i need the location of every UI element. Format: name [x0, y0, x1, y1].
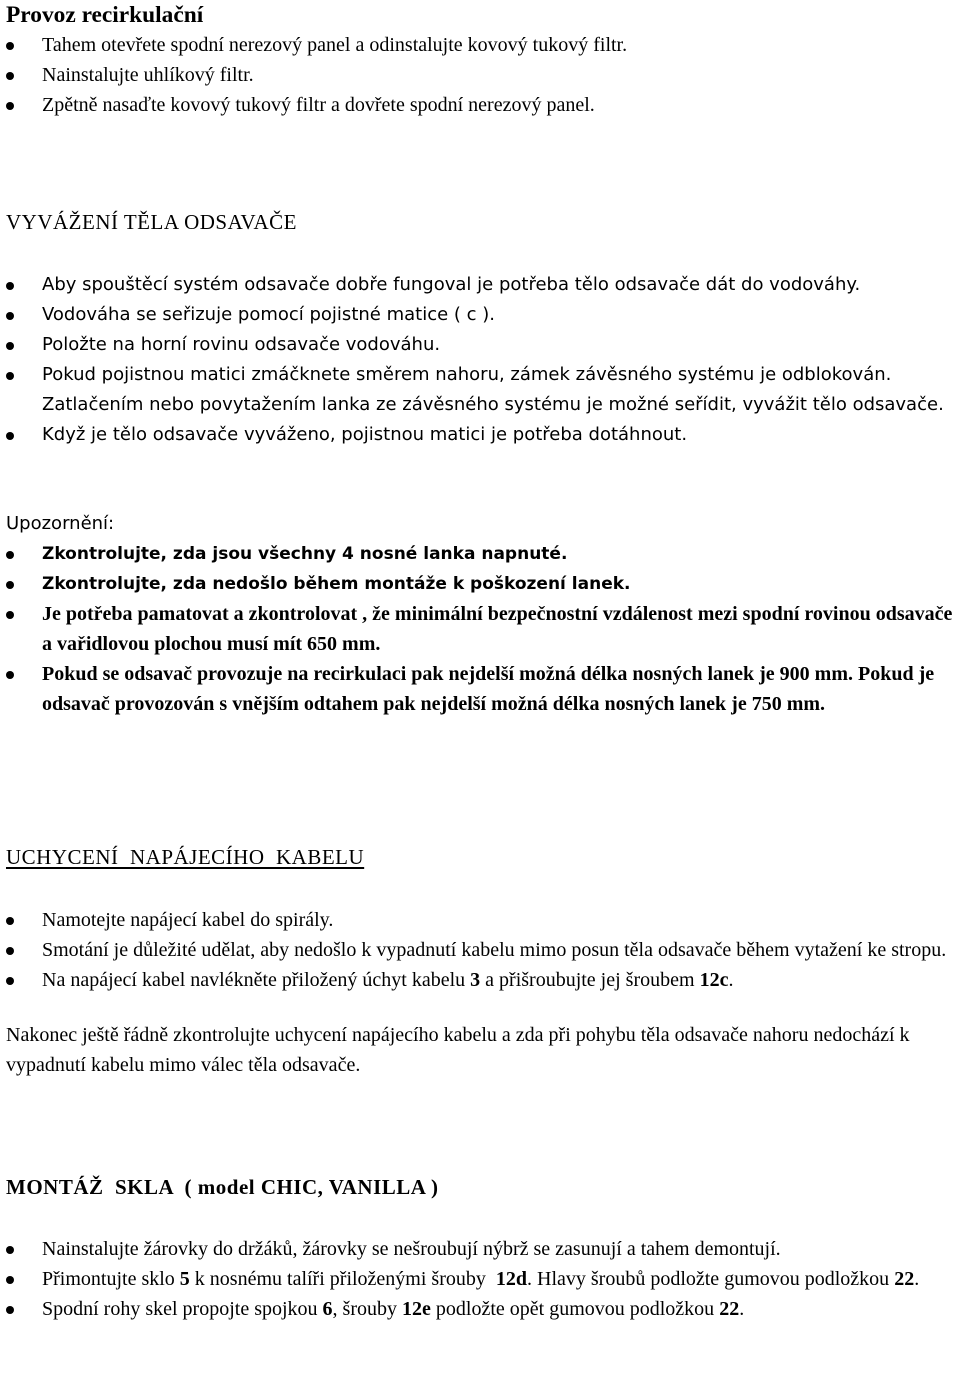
- list-item: Aby spouštěcí systém odsavače dobře fungoval je potřeba tělo odsavače dát do vodováhy.: [6, 270, 956, 300]
- list-item: Zpětně nasaďte kovový tukový filtr a dovřete spodní nerezový panel.: [6, 90, 956, 120]
- part-number: 5: [179, 1268, 190, 1290]
- part-number: 12d: [495, 1268, 527, 1290]
- list-item: [6, 965, 956, 995]
- text: podložte opět gumovou podložkou: [430, 1298, 720, 1320]
- part-number: 12c: [699, 969, 729, 991]
- list-item: Smotání je důležité udělat, aby nedošlo k vypadnutí kabelu mimo posun těla odsavače během vytažení ke stropu.: [6, 935, 956, 965]
- list-item: [6, 1294, 956, 1324]
- recirculation-heading: Provoz recirkulační: [6, 2, 204, 28]
- list-item: Vodováha se seřizuje pomocí pojistné matice ( c ).: [6, 300, 956, 330]
- power-cable-heading: UCHYCENÍ NAPÁJECÍHO KABELU: [6, 845, 365, 869]
- text: Přimontujte sklo: [42, 1268, 180, 1290]
- part-number: 12e: [402, 1298, 431, 1320]
- recirculation-list: [6, 30, 956, 120]
- list-item: Nainstalujte žárovky do držáků, žárovky se nešroubují nýbrž se zasunují a tahem demontují.: [6, 1234, 956, 1264]
- list-item: Namotejte napájecí kabel do spirály.: [6, 905, 956, 935]
- cable-check-paragraph: Nakonec ještě řádně zkontrolujte uchycení napájecího kabelu a zda při pohybu těla odsavače nahoru nedochází k vypadnutí kabelu mimo válec těla odsavače.: [6, 1024, 910, 1076]
- power-cable-list: [6, 905, 956, 995]
- section-power-cable: [6, 842, 956, 1080]
- text: k nosnému talíři přiloženými šrouby: [189, 1268, 496, 1290]
- text: .: [728, 969, 734, 991]
- list-item: [6, 1264, 956, 1294]
- list-item: Pokud se odsavač provozuje na recirkulaci pak nejdelší možná délka nosných lanek je 900 mm. Pokud je odsavač provozován s vnějším odtahem pak nejdelší možná délka nosných lanek je 750 mm.: [6, 659, 956, 719]
- section-balancing: [6, 207, 956, 450]
- balancing-heading: VYVÁŽENÍ TĚLA ODSAVAČE: [6, 210, 298, 234]
- list-item: Tahem otevřete spodní nerezový panel a odinstalujte kovový tukový filtr.: [6, 30, 956, 60]
- glass-mounting-heading: MONTÁŽ SKLA ( model CHIC, VANILLA ): [6, 1175, 439, 1199]
- list-item: Položte na horní rovinu odsavače vodováhu.: [6, 330, 956, 360]
- part-number: 22: [719, 1298, 740, 1320]
- glass-mounting-list: [6, 1234, 956, 1324]
- list-item: Je potřeba pamatovat a zkontrolovat , že minimální bezpečnostní vzdálenost mezi spodní rovinou odsavače a vařidlovou plochou musí mít 650 mm.: [6, 599, 956, 659]
- section-glass-mounting: [6, 1172, 956, 1324]
- text: .: [739, 1298, 745, 1320]
- list-item: Zkontrolujte, zda nedošlo během montáže k poškození lanek.: [6, 569, 956, 599]
- text: .: [914, 1268, 920, 1290]
- list-item: Nainstalujte uhlíkový filtr.: [6, 60, 956, 90]
- text: Spodní rohy skel propojte spojkou: [42, 1298, 323, 1320]
- warning-list: [6, 539, 956, 719]
- part-number: 3: [470, 969, 481, 991]
- list-item: Zkontrolujte, zda jsou všechny 4 nosné lanka napnuté.: [6, 539, 956, 569]
- list-item: Když je tělo odsavače vyváženo, pojistnou matici je potřeba dotáhnout.: [6, 420, 956, 450]
- section-recirculation: [6, 0, 956, 120]
- section-warning: [6, 509, 956, 719]
- part-number: 6: [322, 1298, 333, 1320]
- text: , šrouby: [332, 1298, 402, 1320]
- part-number: 22: [894, 1268, 915, 1290]
- balancing-list: [6, 270, 956, 450]
- text: Na napájecí kabel navlékněte přiložený úchyt kabelu: [42, 969, 471, 991]
- text: a přišroubujte jej šroubem: [480, 969, 700, 991]
- list-item: Pokud pojistnou matici zmáčknete směrem nahoru, zámek závěsného systému je odblokován. Zatlačením nebo povytažením lanka ze závěsného systému je možné seřídit, vyvážit tělo odsavače.: [6, 360, 956, 420]
- text: . Hlavy šroubů podložte gumovou podložkou: [527, 1268, 895, 1290]
- warning-heading: Upozornění:: [6, 513, 115, 534]
